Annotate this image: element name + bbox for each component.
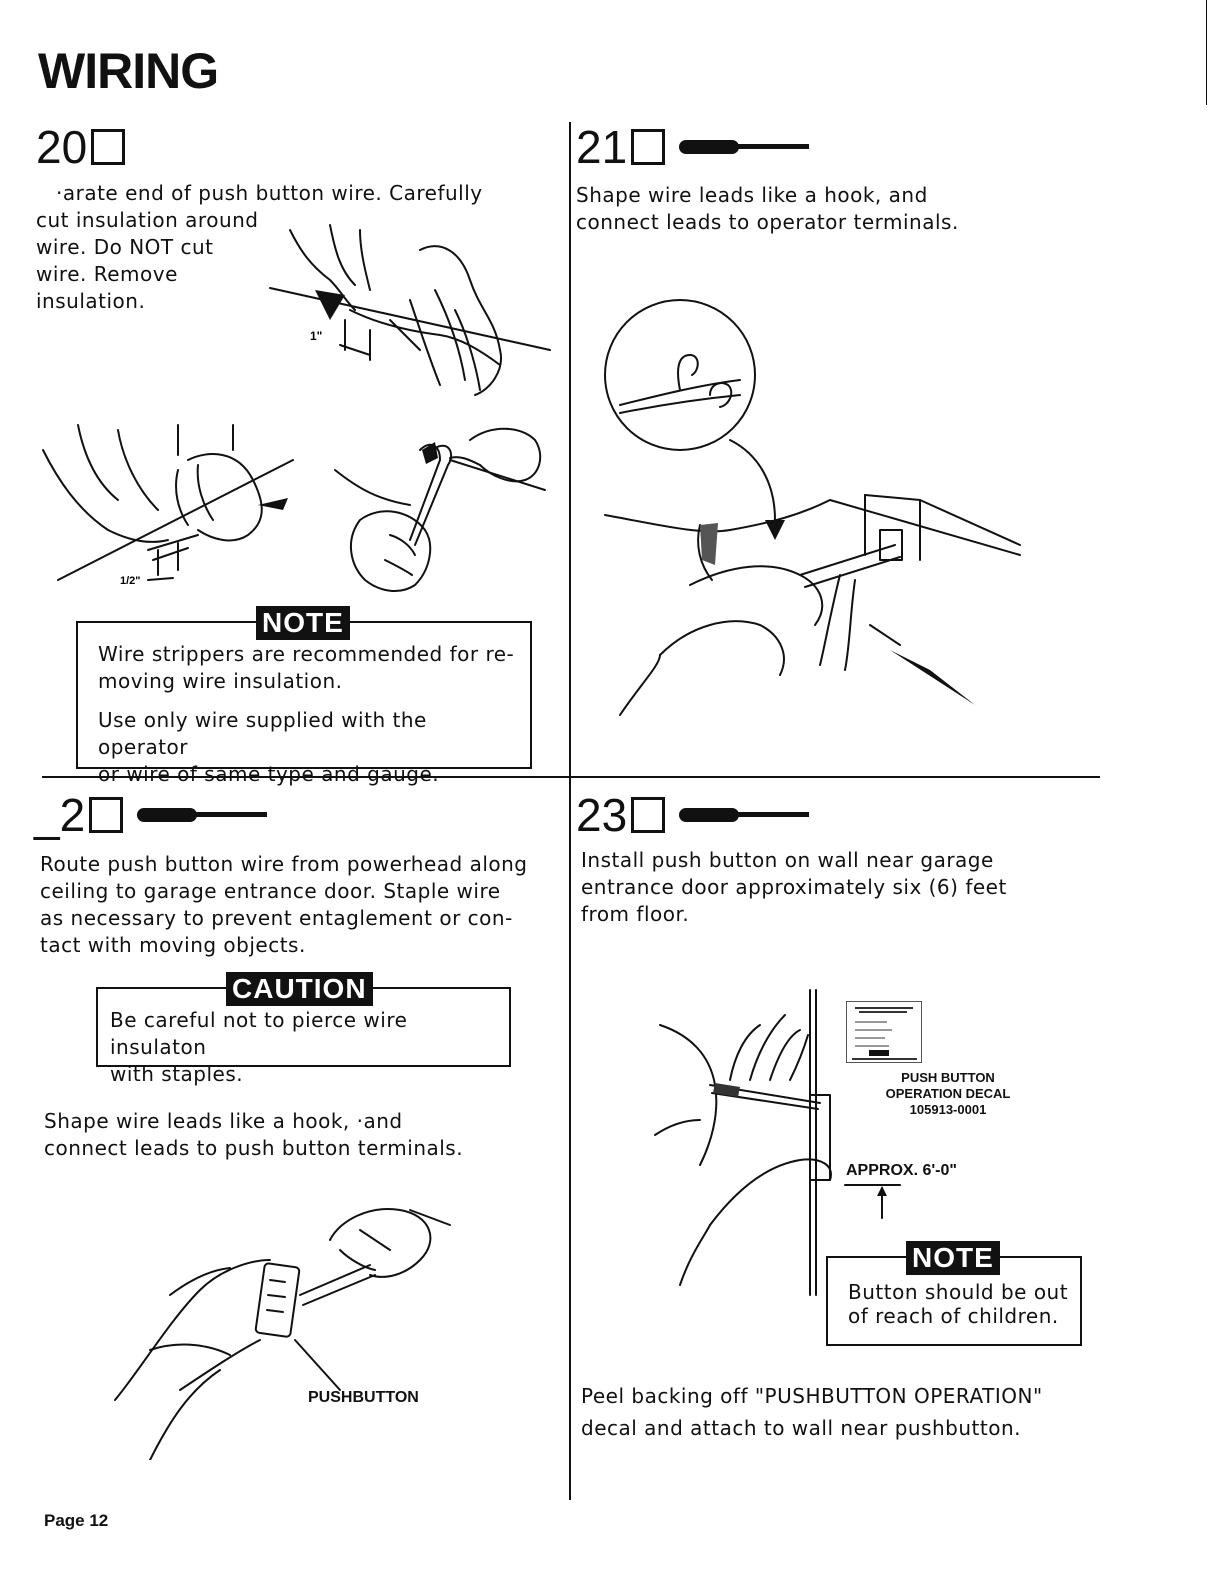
text-line: wire. Do NOT cut bbox=[36, 235, 214, 259]
caption-line: OPERATION DECAL bbox=[885, 1086, 1011, 1101]
caution-box bbox=[96, 973, 511, 1086]
step-23-text bbox=[581, 847, 1081, 928]
text-line: insulation. bbox=[36, 289, 146, 313]
dimension-1-inch: 1" bbox=[310, 329, 323, 343]
step-22-heading bbox=[34, 788, 267, 842]
pushbutton-label: PUSHBUTTON bbox=[308, 1389, 419, 1406]
screwdriver-icon bbox=[679, 138, 809, 156]
note-line: Button should be out bbox=[848, 1280, 1069, 1304]
caption-line: 105913-0001 bbox=[909, 1102, 987, 1117]
text-line: connect leads to push button terminals. bbox=[44, 1136, 464, 1160]
step-23-checkbox[interactable] bbox=[631, 797, 665, 833]
step-20-checkbox[interactable] bbox=[91, 129, 125, 165]
note-line: Use only wire supplied with the operator bbox=[98, 708, 427, 759]
page-title: WIRING bbox=[38, 43, 219, 99]
text-line: ceiling to garage entrance door. Staple wire bbox=[40, 879, 501, 903]
text-line: from floor. bbox=[581, 902, 690, 926]
pushbutton-wiring-illustration bbox=[110, 1200, 460, 1460]
step-20-heading bbox=[36, 120, 125, 174]
approx-height-label: APPROX. 6'-0" bbox=[846, 1162, 957, 1179]
step-20-number: 20 bbox=[36, 121, 88, 173]
text-line: entrance door approximately six (6) feet bbox=[581, 875, 1007, 899]
text-line: Install push button on wall near garage bbox=[581, 848, 994, 872]
note-line: of reach of children. bbox=[848, 1304, 1059, 1328]
text-line: decal and attach to wall near pushbutton. bbox=[581, 1416, 1022, 1440]
cut-insulation-illustration bbox=[260, 220, 560, 410]
text-line: tact with moving objects. bbox=[40, 933, 306, 957]
step-20-note-box bbox=[76, 607, 532, 786]
text-line: Shape wire leads like a hook, ·and bbox=[44, 1109, 403, 1133]
step-23-text-2 bbox=[581, 1380, 1101, 1444]
right-margin-line bbox=[1206, 0, 1207, 105]
step-21-heading bbox=[576, 120, 809, 174]
height-arrow-icon bbox=[840, 1180, 910, 1220]
step-22-checkbox[interactable] bbox=[89, 797, 123, 833]
step-22-text bbox=[40, 851, 560, 959]
note-line: or wire of same type and gauge. bbox=[98, 762, 440, 786]
text-line: cut insulation around bbox=[36, 208, 259, 232]
caption-line: PUSH BUTTON bbox=[901, 1070, 995, 1085]
note-line: moving wire insulation. bbox=[98, 669, 343, 693]
step-22-text-2 bbox=[44, 1108, 544, 1162]
page-number: Page 12 bbox=[44, 1511, 109, 1530]
operator-terminals-illustration bbox=[600, 295, 1030, 725]
text-line: connect leads to operator terminals. bbox=[576, 210, 959, 234]
caution-label: CAUTION bbox=[226, 972, 373, 1006]
screwdriver-icon bbox=[137, 806, 267, 824]
step-23-number: 23 bbox=[576, 789, 628, 841]
text-line: wire. Remove bbox=[36, 262, 178, 286]
step-23-note-box bbox=[826, 1242, 1082, 1346]
caution-line: Be careful not to pierce wire insulaton bbox=[110, 1008, 408, 1059]
step-22-number: _2 bbox=[34, 789, 86, 841]
step-23-heading bbox=[576, 788, 809, 842]
caution-line: with staples. bbox=[110, 1062, 244, 1086]
note-label: NOTE bbox=[256, 606, 350, 640]
dimension-half-inch: 1/2" bbox=[120, 575, 141, 587]
text-line: as necessary to prevent entaglement or con- bbox=[40, 906, 513, 930]
text-line: Peel backing off "PUSHBUTTON OPERATION" bbox=[581, 1384, 1043, 1408]
strip-insulation-illustration bbox=[38, 420, 308, 600]
text-line: Route push button wire from powerhead along bbox=[40, 852, 528, 876]
note-line: Wire strippers are recommended for re- bbox=[98, 642, 515, 666]
screwdriver-icon bbox=[679, 806, 809, 824]
wire-stripper-illustration bbox=[330, 420, 555, 600]
decal-caption bbox=[868, 1070, 1028, 1118]
column-divider bbox=[569, 122, 571, 1500]
step-21-text bbox=[576, 182, 1076, 236]
note-label: NOTE bbox=[906, 1241, 1000, 1275]
text-line: ·arate end of push button wire. Carefully bbox=[56, 181, 483, 205]
text-line: Shape wire leads like a hook, and bbox=[576, 183, 928, 207]
step-21-number: 21 bbox=[576, 121, 628, 173]
decal-image bbox=[846, 1001, 922, 1063]
step-21-checkbox[interactable] bbox=[631, 129, 665, 165]
